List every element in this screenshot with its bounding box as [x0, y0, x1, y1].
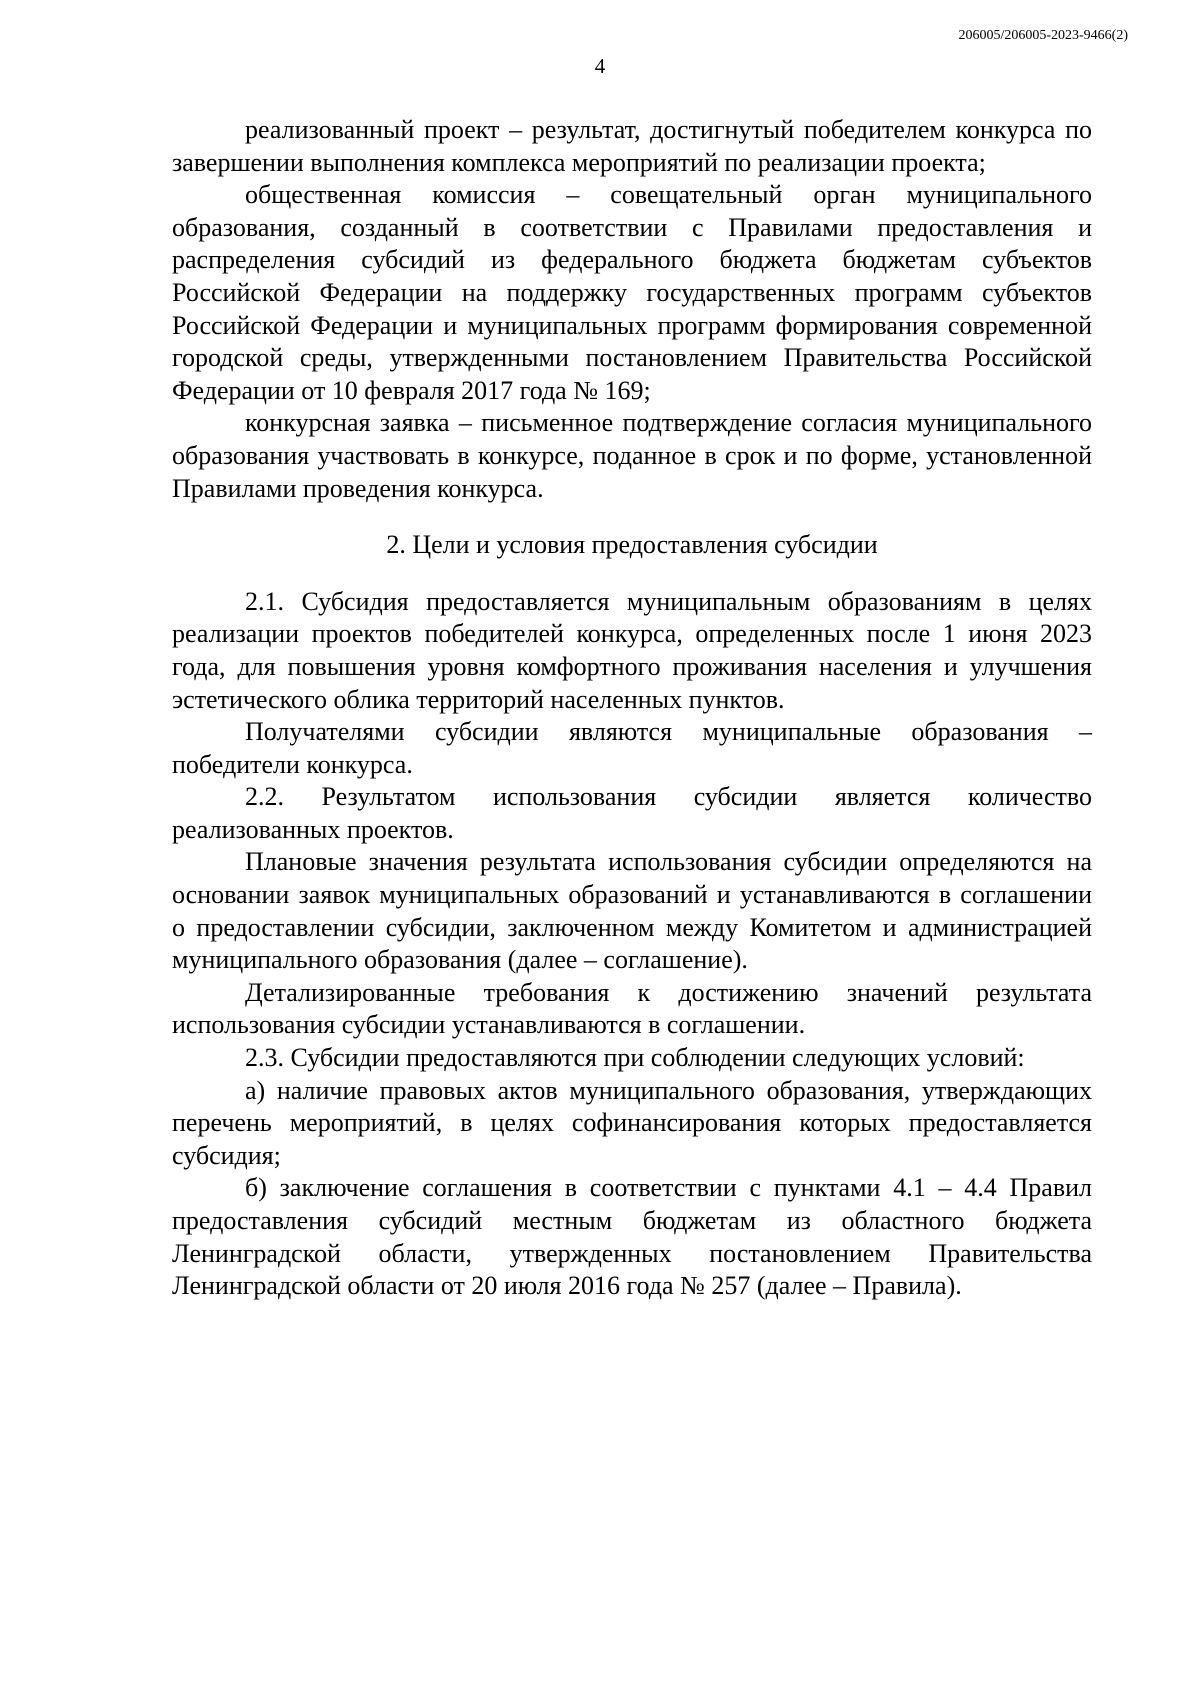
clause-paragraph-2-2: 2.2. Результатом использования субсидии является количество реализованных проектов.: [172, 782, 1092, 844]
clause-paragraph-planned-values: Плановые значения результата использования субсидии определяются на основании заявок муниципальных образований и устанавливаются в соглашении о предоставлении субсидии, заключенном между Комитетом и администрацией муниципального образования (далее – соглашение).: [172, 847, 1092, 975]
clause-paragraph-detailed-requirements: Детализированные требования к достижению значений результата использования субсидии устанавливаются в соглашении.: [172, 977, 1092, 1040]
definition-paragraph-contest-application: конкурсная заявка – письменное подтверждение согласия муниципального образования участвовать в конкурсе, поданное в срок и по форме, установленной Правилами проведения конкурса.: [172, 408, 1092, 503]
page-number: 4: [594, 54, 606, 78]
clause-paragraph-condition-b: б) заключение соглашения в соответствии с пунктами 4.1 – 4.4 Правил предоставления субсидий местным бюджетам из областного бюджета Ленинградской области, утвержденных постановлением Правительства Ленинградской области от 20 июля 2016 года № 257 (далее – Правила).: [172, 1173, 1092, 1301]
definition-paragraph-public-commission: общественная комиссия – совещательный орган муниципального образования, созданный в соответствии с Правилами предоставления и распределения субсидий из федерального бюджета бюджетам субъектов Российской Федерации на поддержку государственных программ субъектов Российской Федерации и муниципальных программ формирования современной городской среды, утвержденными постановлением Правительства Российской Федерации от 10 февраля 2017 года № 169;: [172, 180, 1092, 405]
document-registration-number: 206005/206005-2023-9466(2): [958, 28, 1128, 43]
clause-paragraph-recipients: Получателями субсидии являются муниципальные образования – победители конкурса.: [172, 717, 1092, 779]
clause-paragraph-2-1: 2.1. Субсидия предоставляется муниципальным образованиям в целях реализации проектов победителей конкурса, определенных после 1 июня 2023 года, для повышения уровня комфортного проживания населения и улучшения эстетического облика территорий населенных пунктов.: [172, 586, 1092, 714]
clause-paragraph-2-3: 2.3. Субсидии предоставляются при соблюдении следующих условий:: [245, 1043, 1025, 1073]
clause-paragraph-condition-a: а) наличие правовых актов муниципального образования, утверждающих перечень мероприятий, в целях софинансирования которых предоставляется субсидия;: [172, 1075, 1092, 1170]
document-body: [172, 114, 1092, 1303]
definition-paragraph-realized-project: реализованный проект – результат, достигнутый победителем конкурса по завершении выполнения комплекса мероприятий по реализации проекта;: [172, 115, 1092, 177]
section-heading: 2. Цели и условия предоставления субсидии: [386, 530, 878, 560]
